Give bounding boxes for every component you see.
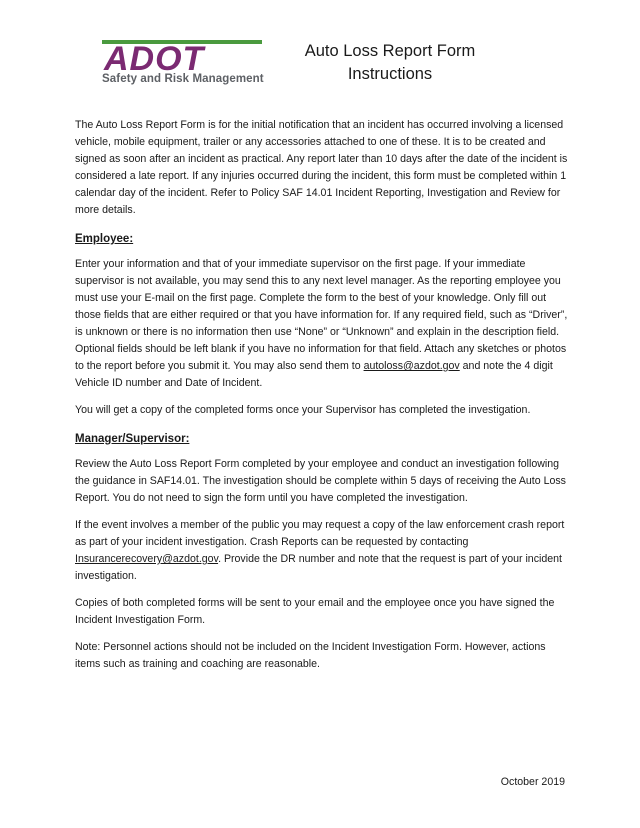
manager-paragraph-2 [75, 517, 568, 585]
manager-paragraph-3: Copies of both completed forms will be sent to your email and the employee once you have signed the Incident Investigation Form. [75, 597, 555, 626]
manager-p2-after: . Provide the DR number and note that the request is part of your incident investigation. [75, 553, 562, 582]
document-body [75, 117, 568, 683]
intro-paragraph: The Auto Loss Report Form is for the initial notification that an incident has occurred involving a licensed vehicle, mobile equipment, trailer or any accessories attached to one of these. It is to be created and signed as soon after an incident as practical. Any report later than 10 days after the date of the incident is considered a late report. If any injuries occurred during the incident, this form must be completed within 1 calendar day of the incident. Refer to Policy SAF 14.01 Incident Reporting, Investigation and Review for more details. [75, 119, 568, 216]
manager-paragraph-4: Note: Personnel actions should not be included on the Incident Investigation Form. However, actions items such as training and coaching are reasonable. [75, 641, 546, 670]
footer-date: October 2019 [500, 776, 565, 788]
manager-paragraph-1: Review the Auto Loss Report Form completed by your employee and conduct an investigation following the guidance in SAF14.01. The investigation should be complete within 5 days of receiving the Auto Loss Report. You do not need to sign the form until you have completed the investigation. [75, 458, 566, 504]
manager-heading: Manager/Supervisor: [75, 433, 190, 445]
employee-p1-after: and note the 4 digit Vehicle ID number and Date of Incident. [75, 360, 553, 389]
manager-p2-before: If the event involves a member of the public you may request a copy of the law enforcement crash report as part of your incident investigation. Crash Reports can be requested by contacting [75, 519, 565, 548]
page-title [290, 40, 490, 86]
title-line-2: Instructions [347, 65, 433, 83]
adot-logo [102, 40, 277, 92]
adot-logo-text: ADOT [104, 40, 205, 72]
insurance-recovery-email-link[interactable]: Insurancerecovery@azdot.gov [75, 553, 219, 565]
employee-p1-text: Enter your information and that of your immediate supervisor on the first page. If your immediate supervisor is not available, you may send this to any next level manager. As the reporting employee you must use your E-mail on the first page. Complete the form to the best of your knowledge. Only fill out those fields that are either required or that you have information for. If any required field, such as “Driver”, is unknown or there is no information then use “None” or “Unknown” and explain in the description field. Optional fields should be left blank if you have no information for that field. Attach any sketches or photos to the report before you submit it. You may also send them to [75, 258, 568, 372]
employee-paragraph-2: You will get a copy of the completed forms once your Supervisor has completed the investigation. [75, 404, 531, 416]
employee-paragraph-1 [75, 256, 568, 392]
title-line-1: Auto Loss Report Form [304, 42, 476, 60]
employee-heading: Employee: [75, 233, 134, 245]
adot-logo-mark [102, 40, 262, 72]
logo-tagline: Safety and Risk Management [102, 73, 264, 85]
autoloss-email-link[interactable]: autoloss@azdot.gov [363, 360, 460, 372]
